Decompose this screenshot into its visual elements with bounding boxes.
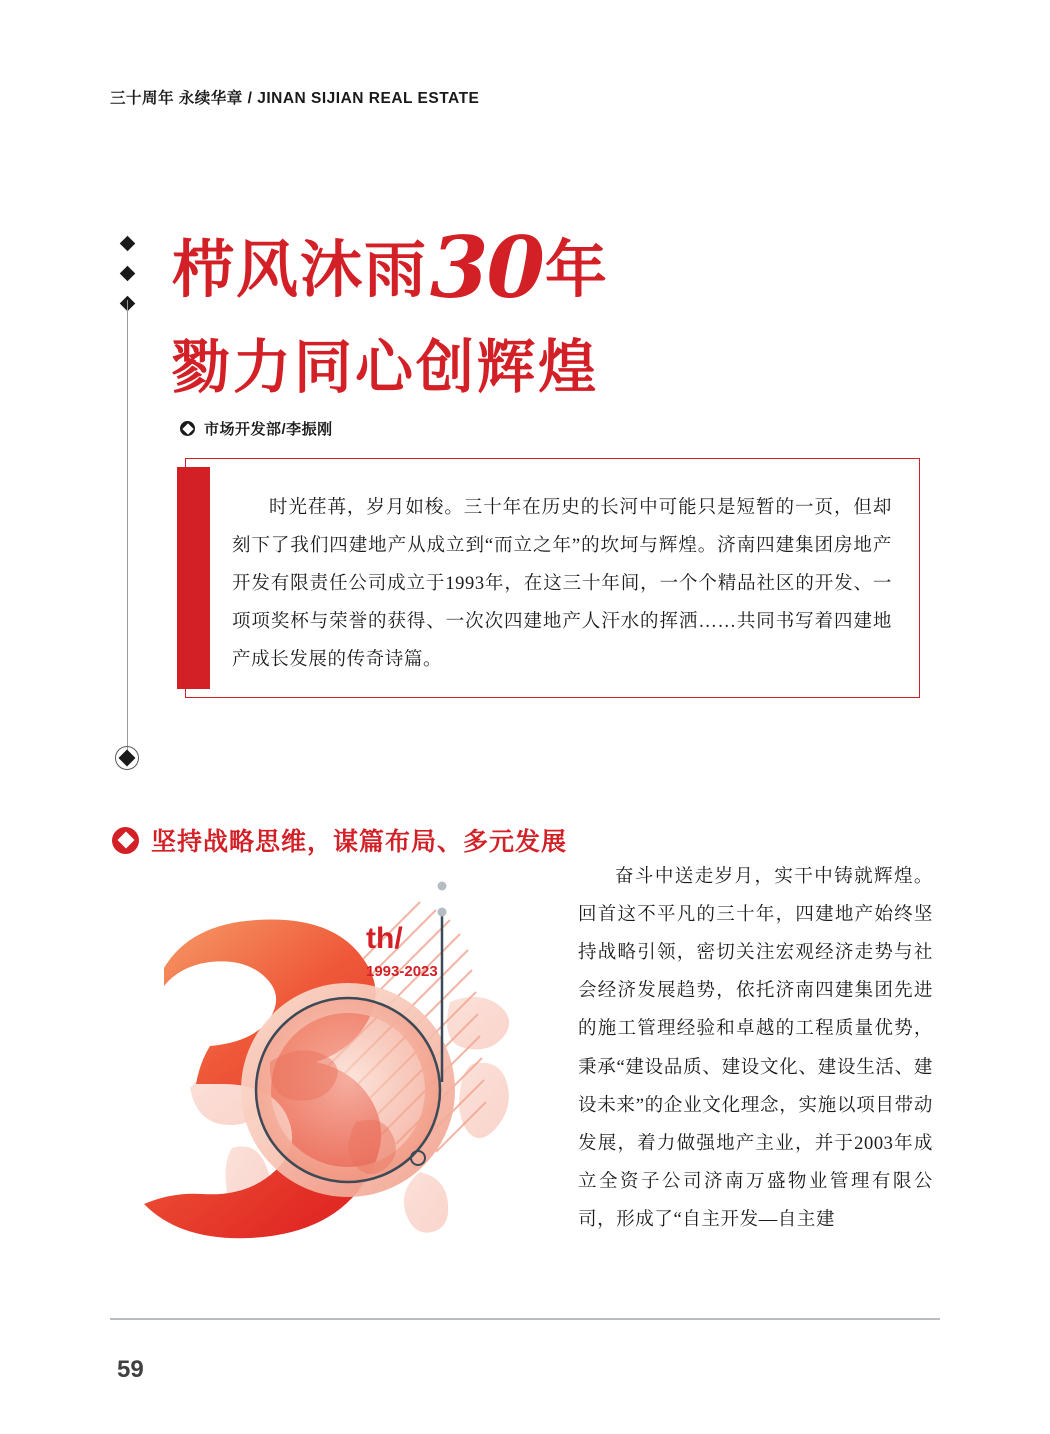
lead-accent-bar [177, 467, 210, 689]
byline [180, 418, 333, 439]
footer-divider [110, 1318, 940, 1320]
title-suffix: 年 [544, 233, 609, 306]
diamond-ring-icon [115, 746, 139, 770]
title-line-two: 勠力同心创辉煌 [172, 333, 600, 402]
axis-dot-icon [438, 908, 447, 917]
anniversary-30-logo [120, 872, 550, 1272]
years-label: 1993-2023 [366, 963, 438, 980]
diamond-icon [120, 236, 136, 252]
ordinal-label: th/ [366, 922, 403, 955]
vertical-rule [127, 300, 128, 755]
lead-paragraph: 时光荏苒，岁月如梭。三十年在历史的长河中可能只是短暂的一页，但却刻下了我们四建地产从成立到“而立之年”的坎坷与辉煌。济南四建集团房地产开发有限责任公司成立于1993年，在这三十年间，一个个精品社区的开发、一项项奖杯与荣誉的获得、一次次四建地产人汗水的挥洒……共同书写着四建地产成长发展的传奇诗篇。 [232, 498, 892, 671]
running-header: 三十周年 永续华章 / JINAN SIJIAN REAL ESTATE [110, 90, 480, 107]
axis-dot-icon [438, 882, 447, 891]
title-number: 30 [430, 218, 543, 317]
section-heading-text: 坚持战略思维，谋篇布局、多元发展 [151, 827, 568, 856]
byline-text: 市场开发部/李振刚 [204, 421, 333, 438]
article-title [172, 218, 772, 404]
page-number: 59 [117, 1356, 144, 1383]
diamond-bullet-icon [180, 421, 195, 436]
section-heading [112, 822, 567, 858]
title-line-one [172, 218, 772, 317]
title-prefix: 栉风沐雨 [172, 233, 429, 306]
diamond-icon [120, 266, 136, 282]
body-paragraph: 奋斗中送走岁月，实干中铸就辉煌。回首这不平凡的三十年，四建地产始终坚持战略引领，密切关注宏观经济走势与社会经济发展趋势，依托济南四建集团先进的施工管理经验和卓越的工程质量优势，秉承“建设品质、建设文化、建设生活、建设未来”的企业文化理念，实施以项目带动发展，着力做强地产主业，并于2003年成立全资子公司济南万盛物业管理有限公司，形成了“自主开发—自主建 [578, 867, 933, 1230]
red-diamond-bullet-icon [112, 827, 139, 854]
